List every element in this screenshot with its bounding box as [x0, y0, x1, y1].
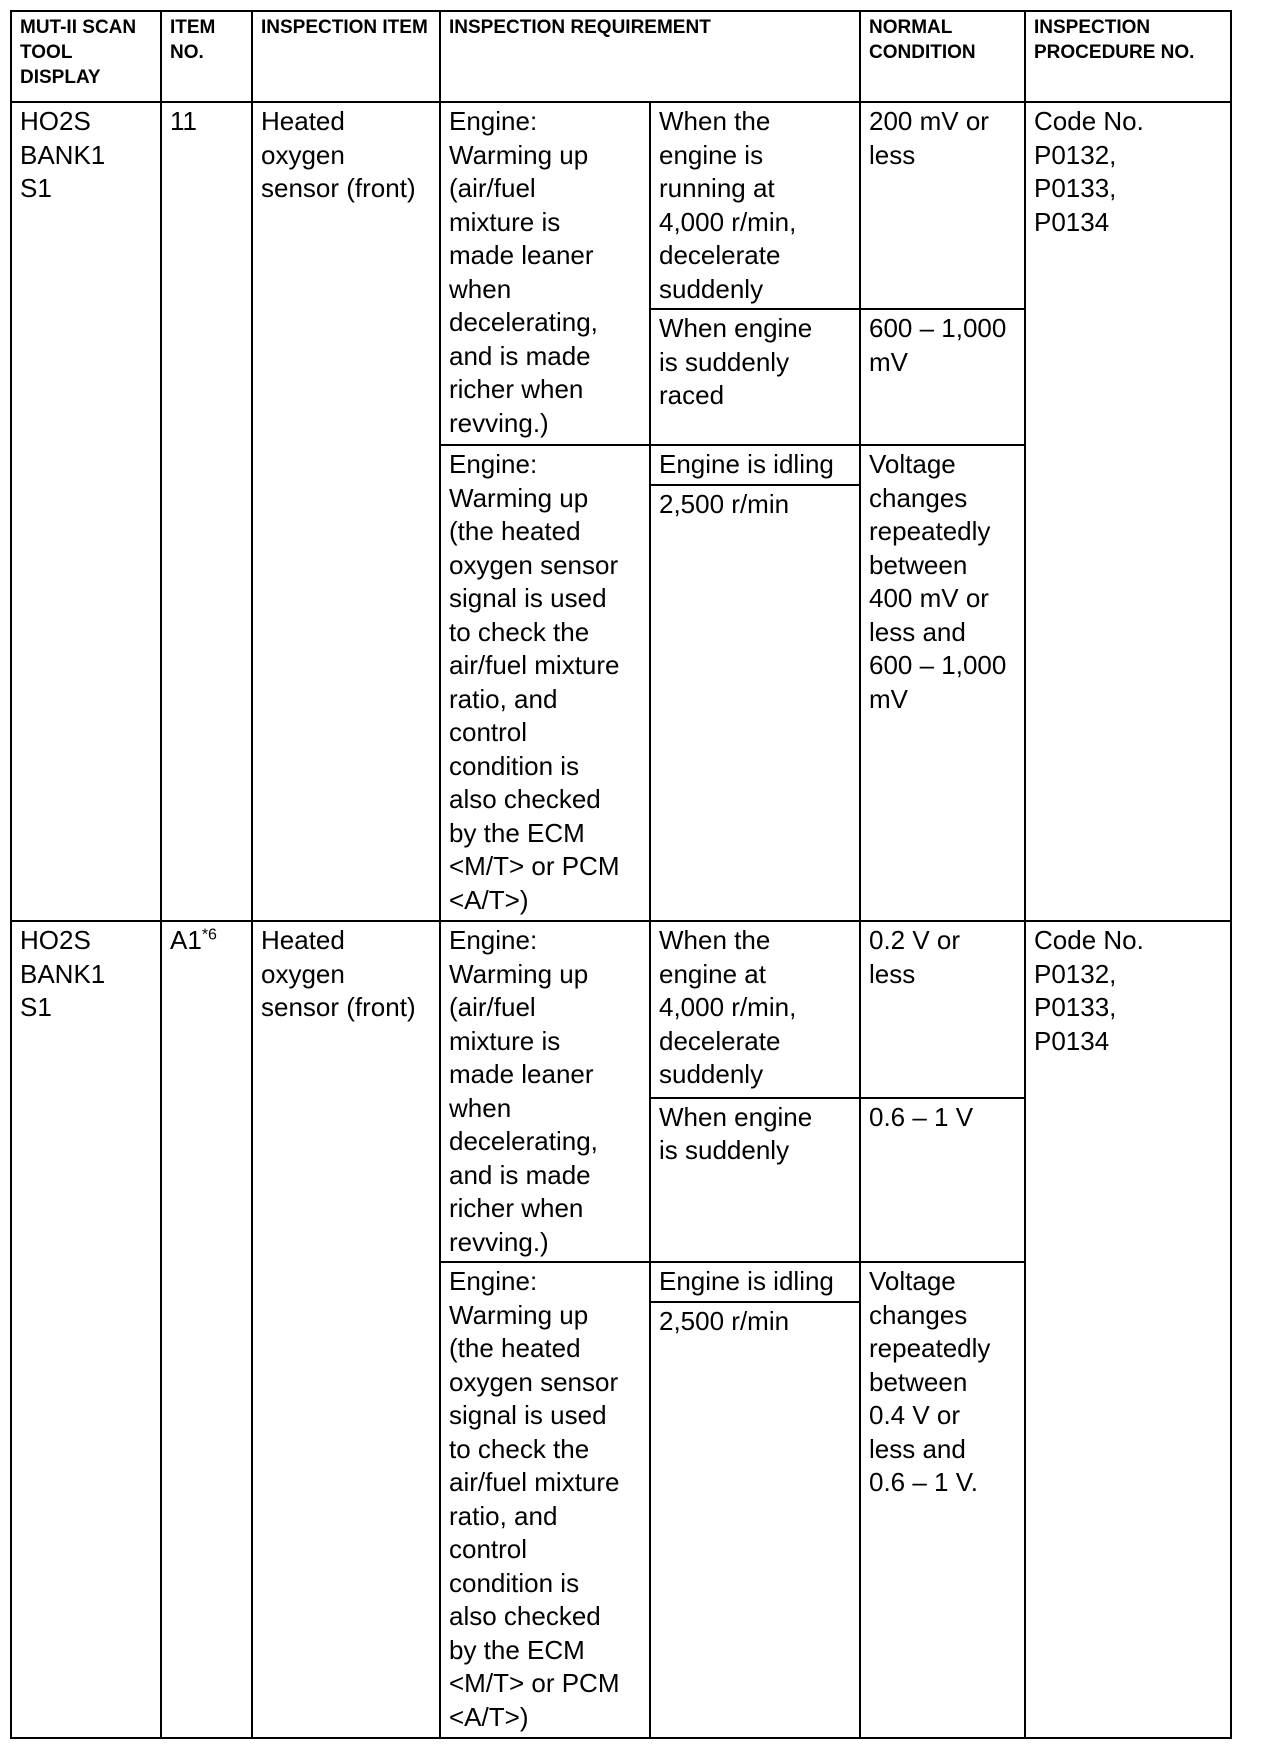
- inspection-table: [10, 10, 1232, 1739]
- procedure-number: Code No. P0132, P0133, P0134: [1025, 921, 1231, 1738]
- condition-b: Engine: Warming up (the heated oxygen sensor signal is used to check the air/fuel mixture ratio, and control condition is also checked by the ECM <M/T> or PCM <A/T>): [440, 445, 650, 921]
- table-row: [11, 921, 1231, 1098]
- normal-a-case-2: 600 – 1,000 mV: [860, 309, 1025, 445]
- header-procedure-no: INSPECTION PROCEDURE NO.: [1025, 11, 1231, 102]
- condition-b-case-2: 2,500 r/min: [650, 485, 860, 921]
- normal-b: Voltage changes repeatedly between 0.4 V or less and 0.6 – 1 V.: [860, 1262, 1025, 1738]
- header-row: [11, 11, 1231, 102]
- condition-a: Engine: Warming up (air/fuel mixture is made leaner when decelerating, and is made richer when revving.): [440, 102, 650, 445]
- header-item-no: ITEM NO.: [161, 11, 252, 102]
- condition-b-case-2: 2,500 r/min: [650, 1302, 860, 1738]
- item-number: [161, 921, 252, 1738]
- condition-b: Engine: Warming up (the heated oxygen sensor signal is used to check the air/fuel mixture ratio, and control condition is also checked by the ECM <M/T> or PCM <A/T>): [440, 1262, 650, 1738]
- condition-a-case-1: When the engine is running at 4,000 r/min, decelerate suddenly: [650, 102, 860, 309]
- header-normal-condition: NORMAL CONDITION: [860, 11, 1025, 102]
- normal-a-case-2: 0.6 – 1 V: [860, 1098, 1025, 1262]
- condition-b-case-1: Engine is idling: [650, 445, 860, 485]
- header-inspection-item: INSPECTION ITEM: [252, 11, 440, 102]
- item-number-text: 11: [170, 106, 197, 136]
- inspection-item: Heated oxygen sensor (front): [252, 921, 440, 1738]
- item-number-footnote: *6: [201, 926, 217, 944]
- condition-b-case-1: Engine is idling: [650, 1262, 860, 1302]
- procedure-number: Code No. P0132, P0133, P0134: [1025, 102, 1231, 921]
- document-page: [10, 10, 1230, 1739]
- scan-tool-display: HO2S BANK1 S1: [11, 102, 161, 921]
- normal-b: Voltage changes repeatedly between 400 mV or less and 600 – 1,000 mV: [860, 445, 1025, 921]
- inspection-item: Heated oxygen sensor (front): [252, 102, 440, 921]
- condition-a-case-2: When engine is suddenly: [650, 1098, 860, 1262]
- item-number: [161, 102, 252, 921]
- condition-a-case-2: When engine is suddenly raced: [650, 309, 860, 445]
- condition-a: Engine: Warming up (air/fuel mixture is made leaner when decelerating, and is made richer when revving.): [440, 921, 650, 1262]
- scan-tool-display: HO2S BANK1 S1: [11, 921, 161, 1738]
- header-inspection-requirement: INSPECTION REQUIREMENT: [440, 11, 860, 102]
- condition-a-case-1: When the engine at 4,000 r/min, decelerate suddenly: [650, 921, 860, 1098]
- item-number-text: A1: [170, 925, 202, 955]
- table-row: [11, 102, 1231, 309]
- normal-a-case-1: 0.2 V or less: [860, 921, 1025, 1098]
- normal-a-case-1: 200 mV or less: [860, 102, 1025, 309]
- header-display: MUT-II SCAN TOOL DISPLAY: [11, 11, 161, 102]
